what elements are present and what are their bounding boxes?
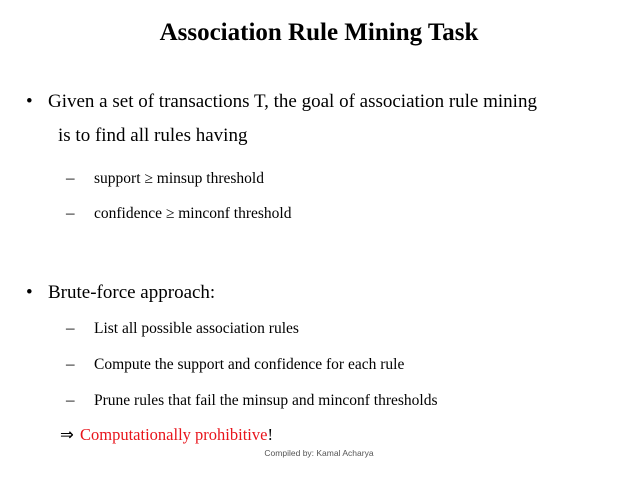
dash-icon: – bbox=[66, 318, 75, 337]
sub-bullet-text: confidence ≥ minconf threshold bbox=[94, 205, 292, 222]
conclusion-text: Computationally prohibitive bbox=[80, 425, 268, 444]
dash-icon: – bbox=[66, 390, 75, 409]
conclusion bbox=[60, 424, 273, 446]
sub-bullet-text: Compute the support and confidence for each rule bbox=[94, 356, 405, 373]
dash-icon: – bbox=[66, 354, 75, 373]
dash-icon: – bbox=[66, 203, 75, 222]
bullet-item-2 bbox=[26, 281, 215, 305]
dash-icon: – bbox=[66, 168, 75, 187]
bullet-item-1 bbox=[26, 90, 537, 114]
sub-bullet-item bbox=[66, 390, 438, 411]
sub-bullet-text: Prune rules that fail the minsup and minconf thresholds bbox=[94, 392, 438, 409]
sub-bullet-item bbox=[66, 318, 299, 339]
implies-arrow-icon: ⇒ bbox=[60, 425, 74, 444]
sub-bullet-item bbox=[66, 354, 404, 375]
sub-bullet-text: List all possible association rules bbox=[94, 320, 299, 337]
bullet-icon: • bbox=[26, 91, 33, 112]
bullet-text: Brute-force approach: bbox=[48, 282, 216, 303]
bullet-icon: • bbox=[26, 282, 33, 303]
bullet-text: Given a set of transactions T, the goal of association rule mining bbox=[48, 91, 537, 112]
sub-bullet-item bbox=[66, 168, 264, 189]
conclusion-suffix: ! bbox=[267, 425, 273, 444]
bullet-item-1-continuation: is to find all rules having bbox=[58, 125, 248, 146]
footer-credit: Compiled by: Kamal Acharya bbox=[264, 448, 374, 458]
slide-title: Association Rule Mining Task bbox=[159, 19, 479, 46]
sub-bullet-item bbox=[66, 203, 291, 224]
sub-bullet-text: support ≥ minsup threshold bbox=[94, 170, 264, 187]
